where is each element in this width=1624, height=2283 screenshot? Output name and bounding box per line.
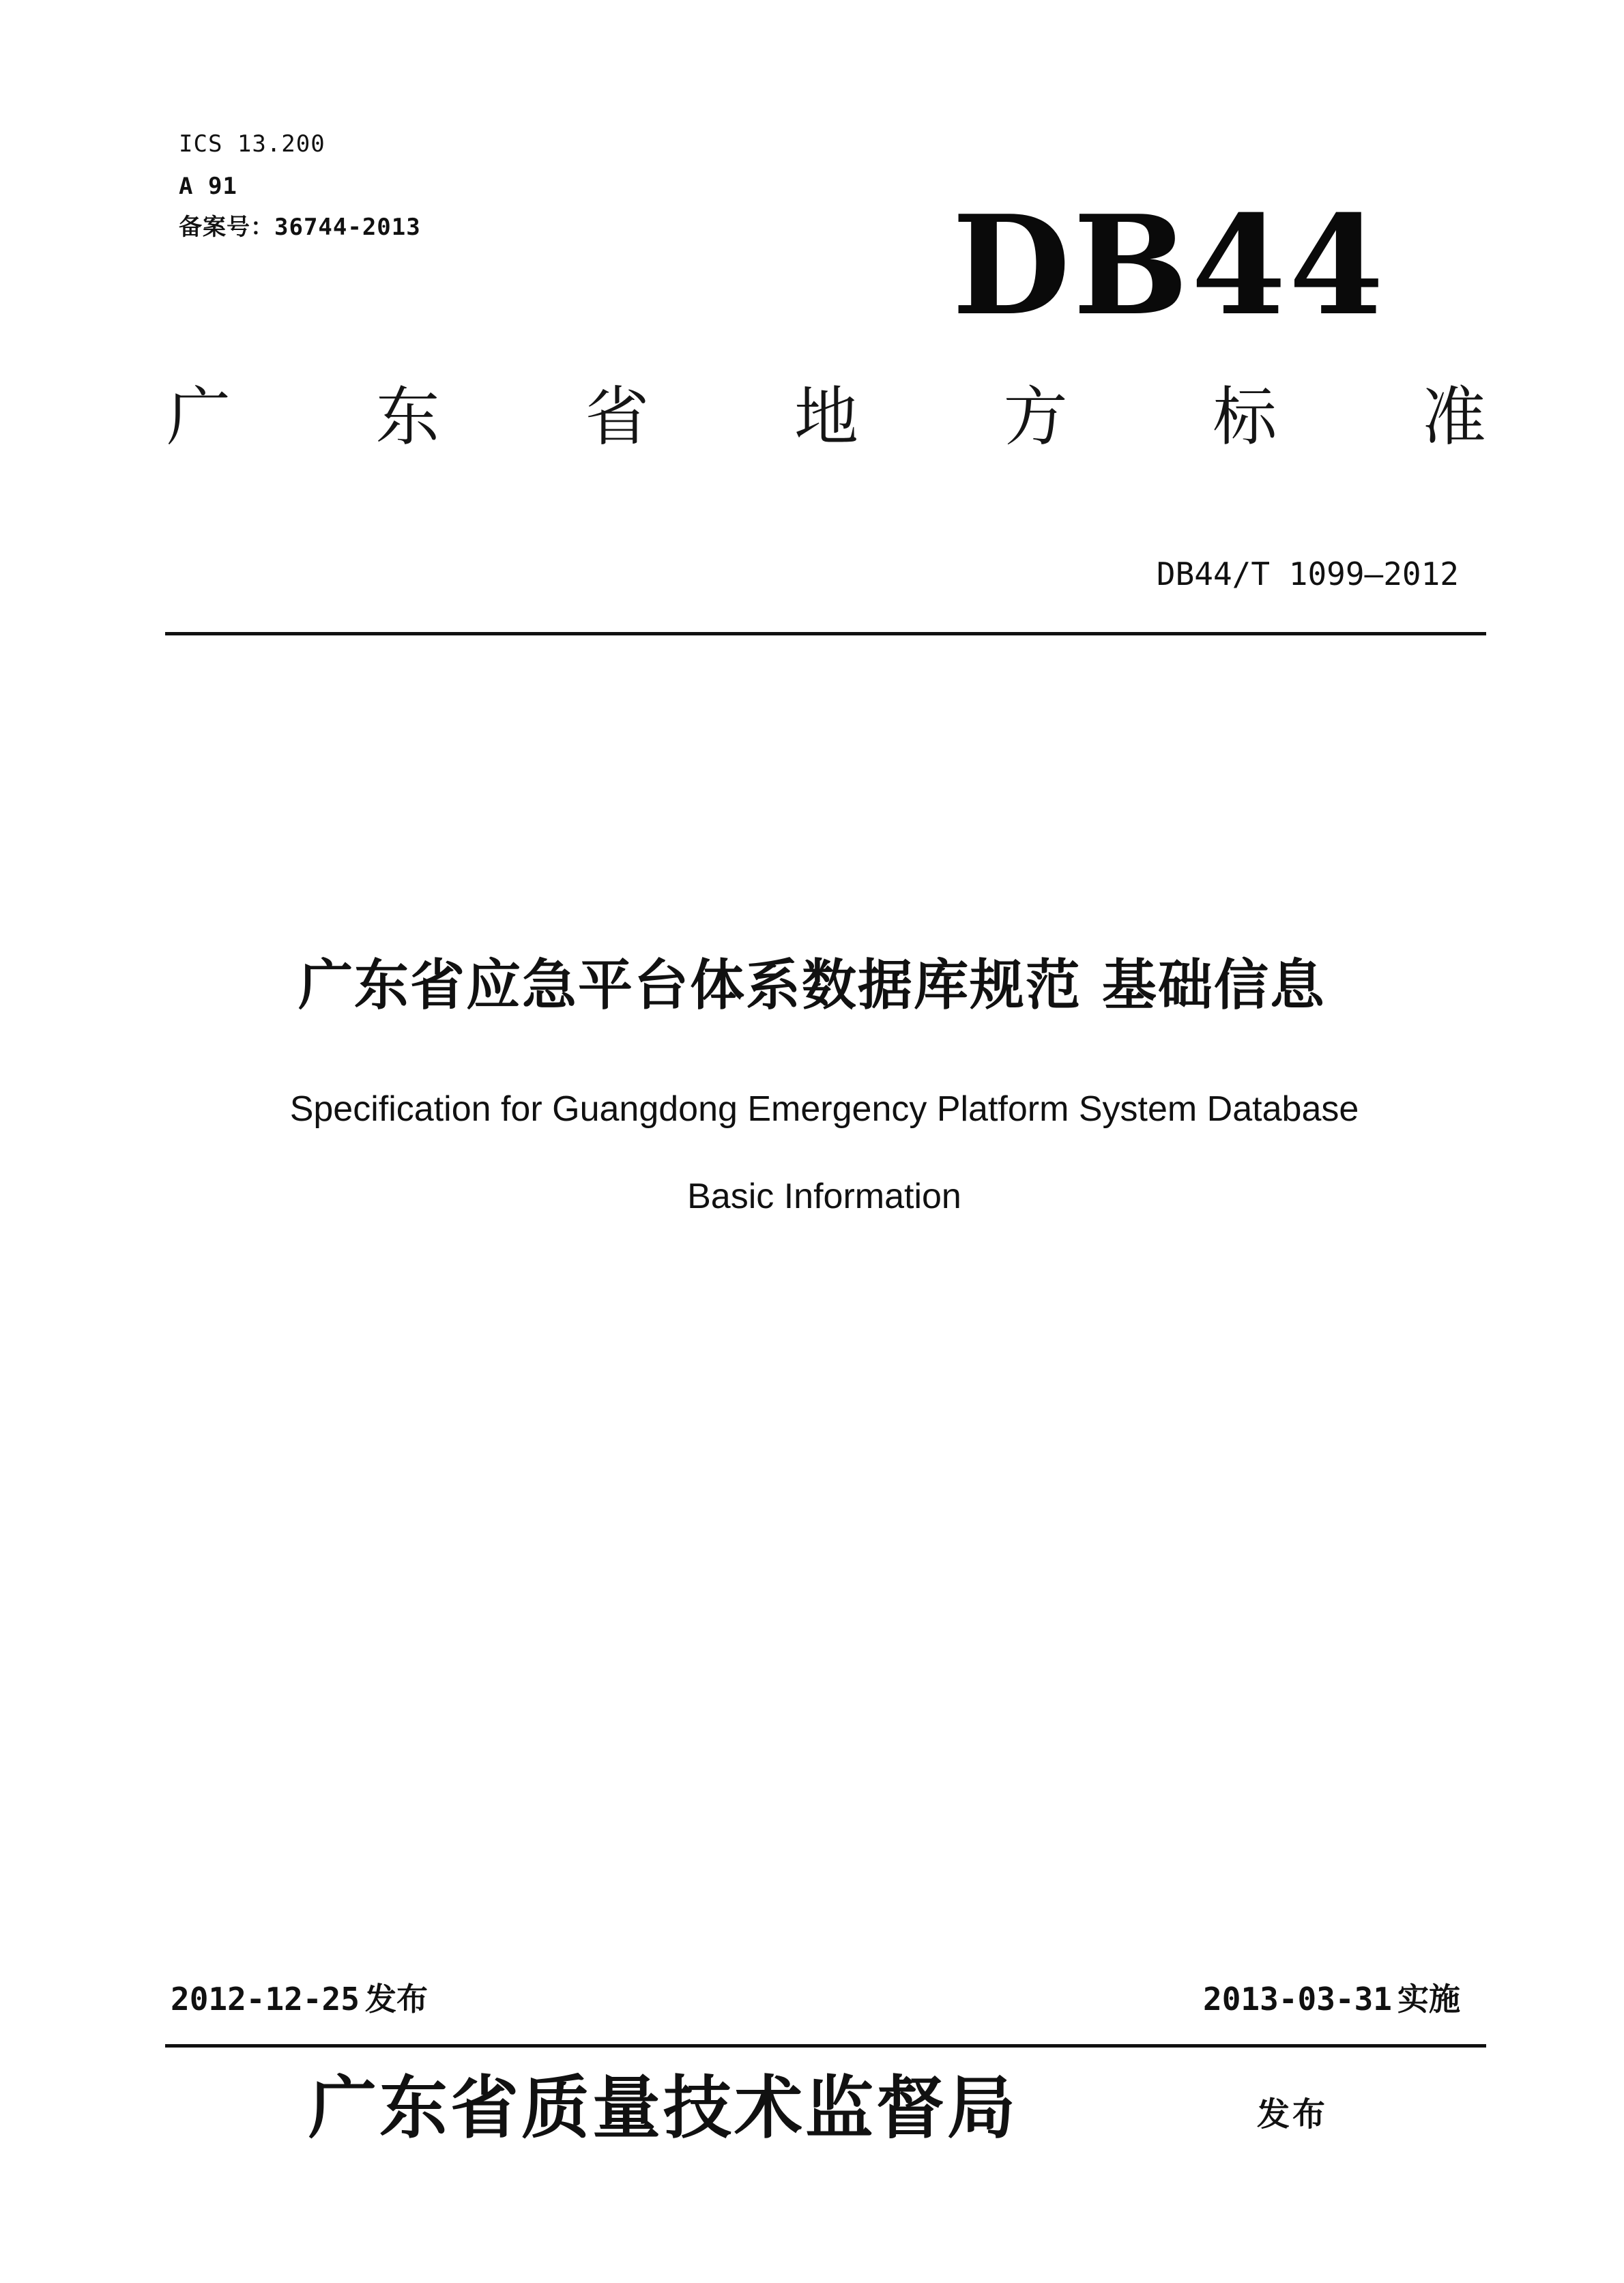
ics-code: ICS 13.200 [179,130,325,158]
record-label: 备案号： [179,214,274,241]
issue-date: 2012-12-25 [171,1981,360,2018]
bottom-divider [165,2044,1486,2048]
top-divider [165,632,1486,635]
standard-logo: DB44 [952,186,1387,346]
ccs-code: A 91 [179,173,237,200]
title-chinese: 广东省应急平台体系数据库规范 基础信息 [298,953,1326,1017]
record-number-line [179,216,421,239]
standard-type-char: 地 [794,380,858,455]
issue-label: 发布 [364,1981,428,2018]
title-english-line2: Basic Information [687,1177,961,1216]
standard-type-char: 标 [1213,380,1277,455]
implementation-date-line [1203,1981,1460,2018]
standard-type-char: 方 [1003,380,1068,455]
title-english-line1: Specification for Guangdong Emergency Platform System Database [289,1089,1359,1129]
standard-type-char: 准 [1421,380,1486,455]
implementation-date: 2013-03-31 [1203,1981,1392,2018]
standard-type-char: 广 [166,380,231,455]
publisher-name: 广东省质量技术监督局 [308,2067,1018,2148]
standard-type-char: 东 [375,380,440,455]
issue-date-line [171,1981,428,2018]
standard-type-heading [166,377,1486,459]
standard-type-char: 省 [585,380,650,455]
standard-number: DB44/T 1099—2012 [1156,556,1459,592]
record-number: 36744-2013 [274,214,421,241]
publisher-suffix: 发布 [1257,2095,1329,2134]
implementation-label: 实施 [1397,1981,1460,2018]
